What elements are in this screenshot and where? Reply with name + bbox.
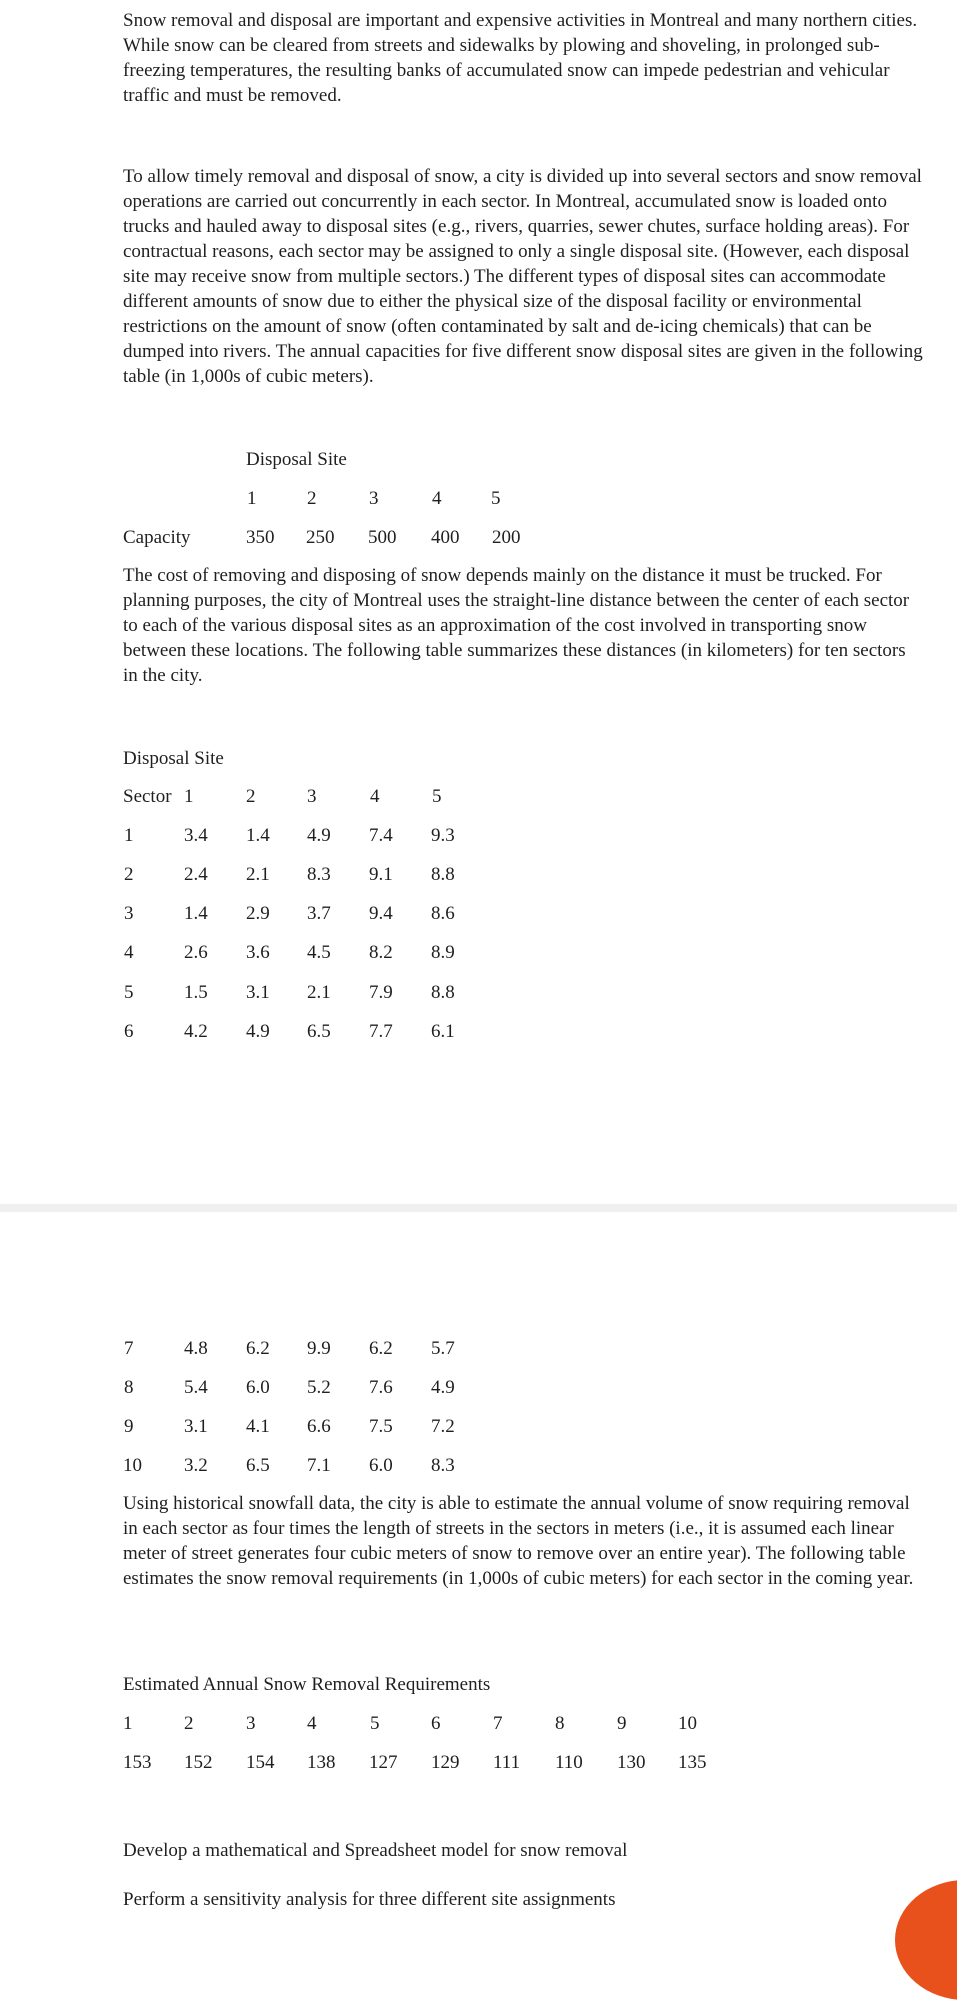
distance-cell: 3.1	[184, 1416, 208, 1437]
distance-cell: 8.9	[431, 942, 455, 963]
distance-cell: 3.7	[307, 903, 331, 924]
distance-cell: 4.9	[431, 1377, 455, 1398]
distance-header-cell: 1	[184, 786, 194, 807]
distance-cell: 2.6	[184, 942, 208, 963]
requirements-value: 138	[307, 1752, 336, 1773]
floating-action-blob[interactable]	[895, 1880, 957, 2000]
distance-cell: 3.2	[184, 1455, 208, 1476]
requirements-sector-header: 4	[307, 1713, 317, 1734]
distance-cell: 1.4	[246, 825, 270, 846]
sectors-paragraph: To allow timely removal and disposal of snow, a city is divided up into several sectors and snow removal operations are carried out concurrently in each sector. In Montreal, accumulated snow is loaded onto trucks and hauled away to disposal sites (e.g., rivers, quarries, sewer chutes, surface holding areas). For contractual reasons, each sector may be assigned to only a single disposal site. (However, each disposal site may receive snow from multiple sectors.) The different types of disposal sites can accommodate different amounts of snow due to either the physical size of the disposal facility or environmental restrictions on the amount of snow (often contaminated by salt and de-icing chemicals) that can be dumped into rivers. The annual capacities for five different snow disposal sites are given in the following table (in 1,000s of cubic meters).	[123, 166, 923, 387]
capacity-site-header: 2	[307, 488, 317, 509]
capacity-site-header: 5	[491, 488, 501, 509]
distance-cell: 2	[124, 864, 134, 885]
requirements-sector-header: 3	[246, 1713, 256, 1734]
distance-cell: 3	[124, 903, 134, 924]
capacity-value: 250	[306, 527, 335, 548]
requirements-sector-header: 6	[431, 1713, 441, 1734]
distance-cell: 8	[124, 1377, 134, 1398]
distance-cell: 6	[124, 1021, 134, 1042]
distance-cell: 7.6	[369, 1377, 393, 1398]
distance-cell: 8.2	[369, 942, 393, 963]
distance-header-cell: 5	[432, 786, 442, 807]
distance-cell: 8.8	[431, 982, 455, 1003]
requirements-sector-header: 9	[617, 1713, 627, 1734]
distance-cell: 9.1	[369, 864, 393, 885]
capacity-site-header: 3	[369, 488, 379, 509]
requirements-sector-header: 8	[555, 1713, 565, 1734]
distance-cell: 8.6	[431, 903, 455, 924]
distance-cell: 7.5	[369, 1416, 393, 1437]
capacity-value: 500	[368, 527, 397, 548]
distance-cell: 1.4	[184, 903, 208, 924]
capacity-row-label: Capacity	[123, 527, 191, 548]
capacity-value: 400	[431, 527, 460, 548]
distance-cell: 3.1	[246, 982, 270, 1003]
requirements-value: 127	[369, 1752, 398, 1773]
requirements-sector-header: 2	[184, 1713, 194, 1734]
distance-cell: 4	[124, 942, 134, 963]
capacity-value: 350	[246, 527, 275, 548]
task-model: Develop a mathematical and Spreadsheet model for snow removal	[123, 1840, 628, 1861]
distance-cell: 7.7	[369, 1021, 393, 1042]
distance-cell: 4.8	[184, 1338, 208, 1359]
requirements-value: 111	[493, 1752, 521, 1773]
distance-header-cell: 3	[307, 786, 317, 807]
distance-cell: 10	[123, 1455, 142, 1476]
distance-cell: 3.6	[246, 942, 270, 963]
requirements-sector-header: 5	[370, 1713, 380, 1734]
requirements-value: 154	[246, 1752, 275, 1773]
capacity-value: 200	[492, 527, 521, 548]
distance-cell: 6.2	[246, 1338, 270, 1359]
distance-cell: 5	[124, 982, 134, 1003]
requirements-value: 129	[431, 1752, 460, 1773]
distance-cell: 9.3	[431, 825, 455, 846]
distance-cell: 8.8	[431, 864, 455, 885]
distance-cell: 5.7	[431, 1338, 455, 1359]
requirements-value: 135	[678, 1752, 707, 1773]
requirements-sector-header: 1	[123, 1713, 133, 1734]
intro-paragraph: Snow removal and disposal are important and expensive activities in Montreal and many northern cities. While snow can be cleared from streets and sidewalks by plowing and shoveling, in prolonged sub-freezing temperatures, the resulting banks of accumulated snow can impede pedestrian and vehicular traffic and must be removed.	[123, 10, 918, 106]
distance-header-cell: 4	[370, 786, 380, 807]
distance-cell: 9.4	[369, 903, 393, 924]
distance-cell: 6.1	[431, 1021, 455, 1042]
distance-cell: 4.9	[246, 1021, 270, 1042]
requirements-value: 153	[123, 1752, 152, 1773]
distance-cell: 2.9	[246, 903, 270, 924]
distance-table-title: Disposal Site	[123, 748, 224, 769]
distance-cell: 7.4	[369, 825, 393, 846]
distance-cell: 1.5	[184, 982, 208, 1003]
distance-cell: 3.4	[184, 825, 208, 846]
distance-cell: 6.0	[246, 1377, 270, 1398]
requirements-table-title: Estimated Annual Snow Removal Requirements	[123, 1674, 491, 1695]
distance-cell: 4.2	[184, 1021, 208, 1042]
distance-header-cell: 2	[246, 786, 256, 807]
distance-cell: 9.9	[307, 1338, 331, 1359]
distance-header-cell: Sector	[123, 786, 172, 807]
distance-cell: 4.9	[307, 825, 331, 846]
distance-cell: 6.5	[246, 1455, 270, 1476]
capacity-site-header: 4	[432, 488, 442, 509]
distance-cell: 6.6	[307, 1416, 331, 1437]
distance-cell: 7.1	[307, 1455, 331, 1476]
capacity-site-header: 1	[247, 488, 257, 509]
requirements-sector-header: 10	[678, 1713, 697, 1734]
requirements-value: 152	[184, 1752, 213, 1773]
distance-cell: 4.1	[246, 1416, 270, 1437]
distance-cell: 6.5	[307, 1021, 331, 1042]
distance-cell: 6.0	[369, 1455, 393, 1476]
distance-paragraph: The cost of removing and disposing of snow depends mainly on the distance it must be trucked. For planning purposes, the city of Montreal uses the straight-line distance between the center of each sector to each of the various disposal sites as an approximation of the cost involved in transporting snow between these locations. The following table summarizes these distances (in kilometers) for ten sectors in the city.	[123, 565, 910, 686]
distance-cell: 8.3	[307, 864, 331, 885]
distance-cell: 2.1	[307, 982, 331, 1003]
distance-cell: 4.5	[307, 942, 331, 963]
distance-cell: 6.2	[369, 1338, 393, 1359]
requirements-sector-header: 7	[493, 1713, 503, 1734]
capacity-table-title: Disposal Site	[246, 449, 347, 470]
requirements-paragraph: Using historical snowfall data, the city is able to estimate the annual volume of snow requiring removal in each sector as four times the length of streets in the sectors in meters (i.e., it is assumed each linear meter of street generates four cubic meters of snow to remove over an entire year). The following table estimates the snow removal requirements (in 1,000s of cubic meters) for each sector in the coming year.	[123, 1493, 914, 1589]
distance-cell: 2.1	[246, 864, 270, 885]
task-sensitivity: Perform a sensitivity analysis for three different site assignments	[123, 1889, 616, 1910]
distance-cell: 7	[124, 1338, 134, 1359]
requirements-value: 110	[555, 1752, 583, 1773]
requirements-value: 130	[617, 1752, 646, 1773]
distance-cell: 9	[124, 1416, 134, 1437]
page-break-band	[0, 1204, 957, 1212]
distance-cell: 2.4	[184, 864, 208, 885]
distance-cell: 8.3	[431, 1455, 455, 1476]
distance-cell: 1	[124, 825, 134, 846]
distance-cell: 5.2	[307, 1377, 331, 1398]
distance-cell: 7.9	[369, 982, 393, 1003]
distance-cell: 5.4	[184, 1377, 208, 1398]
distance-cell: 7.2	[431, 1416, 455, 1437]
